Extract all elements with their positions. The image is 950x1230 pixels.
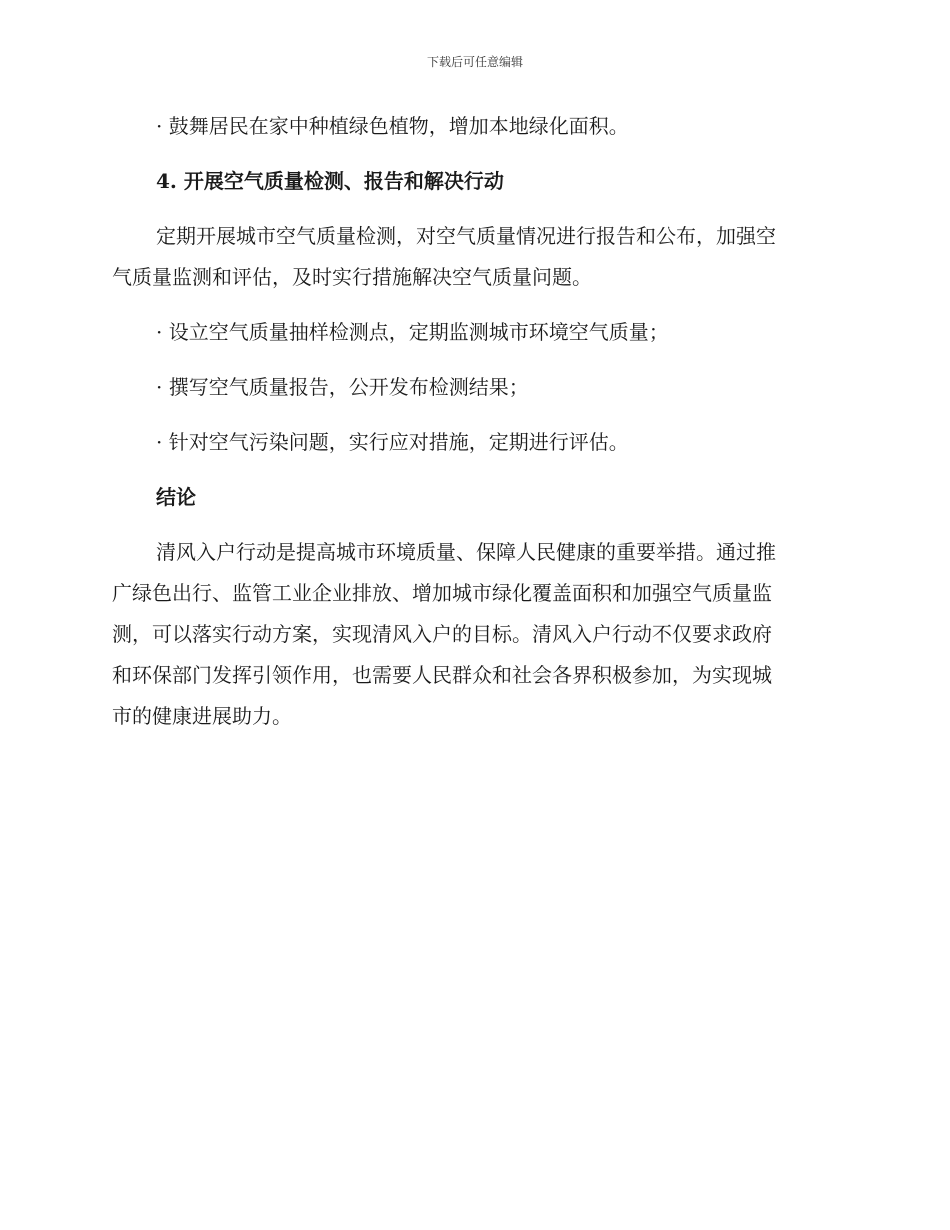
conclusion-heading: 结论 [156,485,196,509]
paragraph-line: 广绿色出行、监管工业企业排放、增加城市绿化覆盖面积和加强空气质量监 [112,581,772,605]
document-body [112,106,832,751]
bullet-item-greening: · 鼓舞居民在家中种植绿色植物，增加本地绿化面积。 [156,114,629,138]
paragraph-conclusion [112,532,832,737]
bullet-item-countermeasures: · 针对空气污染问题，实行应对措施，定期进行评估。 [156,430,629,454]
paragraph-line: 和环保部门发挥引领作用，也需要人民群众和社会各界积极参加，为实现城 [112,663,772,687]
paragraph-line: 测，可以落实行动方案，实现清风入户的目标。清风入户行动不仅要求政府 [112,622,772,646]
paragraph-line: 清风入户行动是提高城市环境质量、保障人民健康的重要举措。通过推 [156,540,776,564]
section-heading-air-quality: 4. 开展空气质量检测、报告和解决行动 [156,169,504,193]
page-header: 下载后可任意编辑 [426,55,523,69]
paragraph-air-quality [112,216,832,298]
paragraph-line: 市的健康进展助力。 [112,704,292,728]
paragraph-line: 气质量监测和评估，及时实行措施解决空气质量问题。 [112,265,592,289]
bullet-item-report: · 撰写空气质量报告，公开发布检测结果； [156,375,529,399]
paragraph-line: 定期开展城市空气质量检测，对空气质量情况进行报告和公布，加强空 [156,224,776,248]
bullet-item-sampling-points: · 设立空气质量抽样检测点，定期监测城市环境空气质量； [156,320,669,344]
